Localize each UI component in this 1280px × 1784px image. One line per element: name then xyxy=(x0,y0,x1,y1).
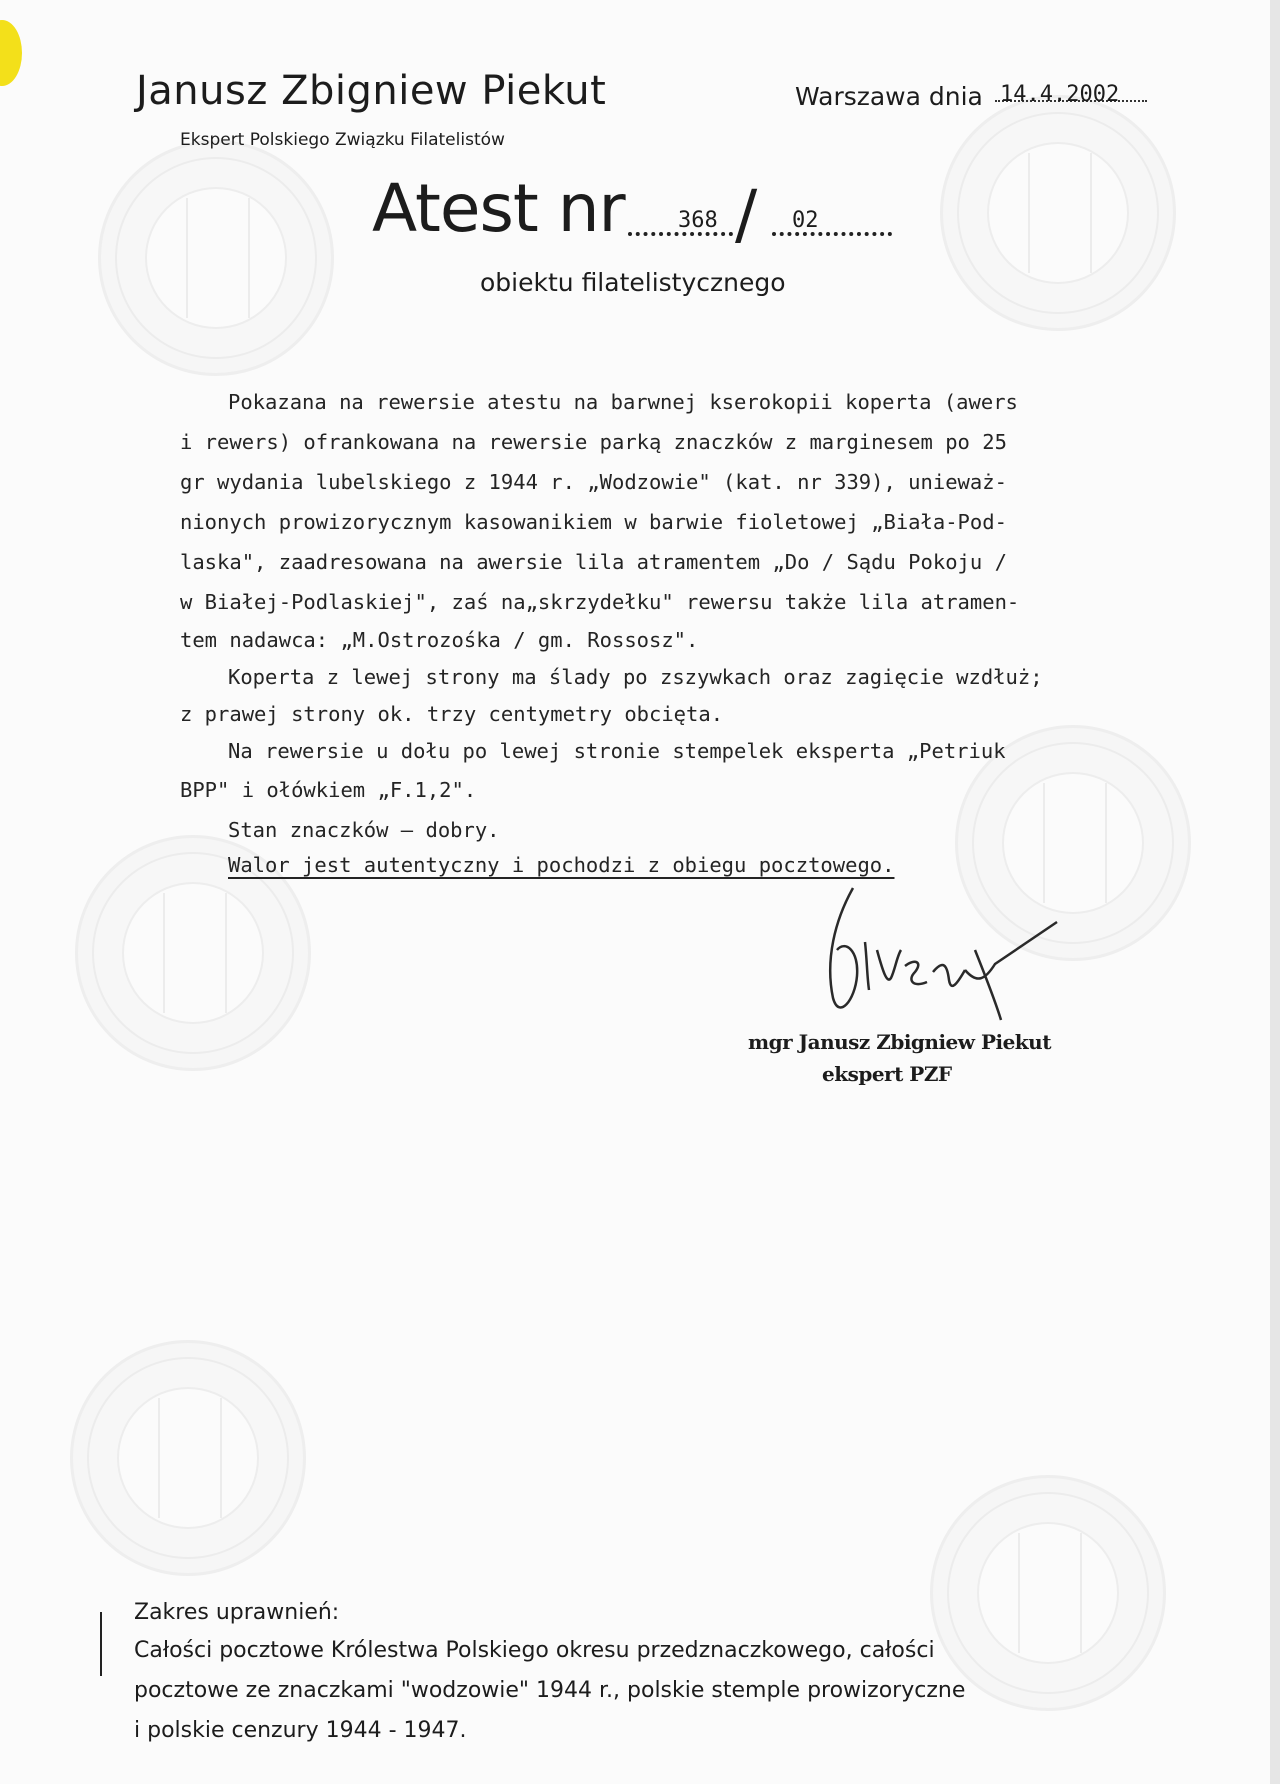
body-line: w Białej-Podlaskiej", zaś na„skrzydełku" rewersu także lila atramen- xyxy=(180,590,1020,614)
scan-edge xyxy=(1270,0,1280,1784)
embossed-seal xyxy=(930,1475,1166,1711)
certificate-year: 02 xyxy=(792,208,819,233)
body-line: z prawej strony ok. trzy centymetry obcięta. xyxy=(180,702,724,726)
body-line: gr wydania lubelskiego z 1944 r. „Wodzowie" (kat. nr 339), unieważ- xyxy=(180,470,1007,494)
body-line: nionych prowizorycznym kasowanikiem w barwie fioletowej „Biała-Pod- xyxy=(180,510,1007,534)
footer-line: Całości pocztowe Królestwa Polskiego okresu przedznaczkowego, całości xyxy=(134,1638,935,1663)
body-line: i rewers) ofrankowana na rewersie parką znaczków z marginesem po 25 xyxy=(180,430,1007,454)
body-line-conclusion: Walor jest autentyczny i pochodzi z obiegu pocztowego. xyxy=(228,853,895,877)
certificate-subtitle: obiektu filatelistycznego xyxy=(480,268,786,297)
certificate-number: 368 xyxy=(678,208,718,233)
body-line: tem nadawca: „M.Ostrozośka / gm. Rossosz". xyxy=(180,628,699,652)
slash-separator: / xyxy=(735,176,758,253)
embossed-seal xyxy=(98,140,334,376)
year-dotted-line xyxy=(772,232,892,236)
certificate-title: Atest nr xyxy=(372,170,625,247)
body-line: Na rewersie u dołu po lewej stronie stempelek eksperta „Petriuk xyxy=(228,739,1006,763)
place-date-label: Warszawa dnia xyxy=(795,82,983,111)
footer-line: pocztowe ze znaczkami "wodzowie" 1944 r., polskie stemple prowizoryczne xyxy=(134,1678,966,1703)
body-line: laska", zaadresowana na awersie lila atramentem „Do / Sądu Pokoju / xyxy=(180,550,1007,574)
body-line: Pokazana na rewersie atestu na barwnej kserokopii koperta (awers xyxy=(228,390,1018,414)
expert-affiliation: Ekspert Polskiego Związku Filatelistów xyxy=(180,130,505,150)
body-line: Koperta z lewej strony ma ślady po zszywkach oraz zagięcie wzdłuż; xyxy=(228,665,1043,689)
body-line: BPP" i ołówkiem „F.1,2". xyxy=(180,778,477,802)
signatory-name: mgr Janusz Zbigniew Piekut xyxy=(748,1030,1051,1054)
expert-name: Janusz Zbigniew Piekut xyxy=(136,68,607,114)
embossed-seal xyxy=(940,95,1176,331)
embossed-seal xyxy=(70,1340,306,1576)
body-line: Stan znaczków — dobry. xyxy=(228,818,500,842)
certificate-date: 14.4.2002 xyxy=(1000,82,1120,107)
yellow-sticker xyxy=(0,20,22,86)
footer-heading: Zakres uprawnień: xyxy=(134,1600,340,1625)
footer-line: i polskie cenzury 1944 - 1947. xyxy=(134,1718,467,1743)
handwritten-signature xyxy=(805,880,1075,1030)
signatory-role: ekspert PZF xyxy=(822,1062,952,1086)
margin-mark xyxy=(100,1612,102,1676)
